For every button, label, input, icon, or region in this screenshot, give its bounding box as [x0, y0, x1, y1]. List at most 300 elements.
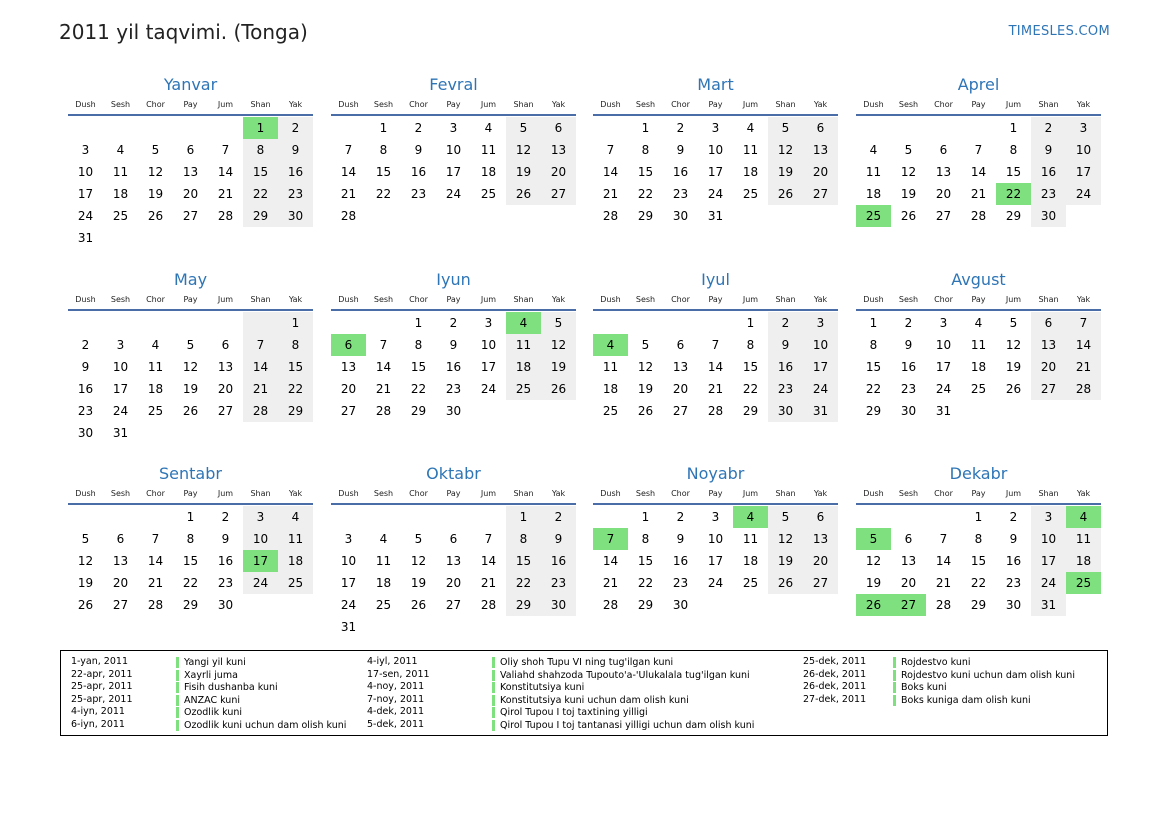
day-cell: 22: [742, 382, 759, 396]
empty-cell: [68, 312, 103, 334]
day-cell: 23: [1031, 183, 1066, 205]
day-cell: 10: [1066, 139, 1101, 161]
month-iyul: [593, 269, 838, 422]
holiday-date: 4-noy, 2011: [367, 681, 425, 692]
day-cell: 25: [602, 404, 619, 418]
day-cell: 27: [541, 183, 576, 205]
weekday-label: Shan: [513, 100, 534, 109]
header-rule: [856, 503, 1101, 505]
empty-cell: [103, 506, 138, 528]
day-cell: 5: [768, 506, 803, 528]
empty-cell: [401, 506, 436, 528]
day-cell: 15: [182, 554, 199, 568]
day-cell: 14: [935, 554, 952, 568]
day-cell: 15: [637, 165, 654, 179]
empty-cell: [856, 117, 891, 139]
holiday-day: 6: [331, 334, 366, 356]
weekday-label: Jum: [480, 100, 497, 109]
day-cell: 15: [970, 554, 987, 568]
day-cell: 20: [445, 576, 462, 590]
day-cell: 3: [344, 532, 353, 546]
day-cell: 24: [707, 576, 724, 590]
empty-cell: [138, 506, 173, 528]
day-cell: 27: [803, 572, 838, 594]
day-cell: 16: [672, 554, 689, 568]
day-cell: 29: [182, 598, 199, 612]
day-cell: 26: [637, 404, 654, 418]
weekday-label: Dush: [600, 489, 621, 498]
day-cell: 11: [147, 360, 164, 374]
day-cell: 26: [900, 209, 917, 223]
day-grid: [331, 506, 576, 638]
day-cell: 22: [637, 576, 654, 590]
day-cell: 29: [1005, 209, 1022, 223]
day-cell: 11: [112, 165, 129, 179]
day-cell: 28: [147, 598, 164, 612]
day-cell: 20: [340, 382, 357, 396]
empty-cell: [173, 117, 208, 139]
day-cell: 14: [707, 360, 724, 374]
weekday-header: [68, 291, 313, 309]
day-cell: 21: [217, 187, 234, 201]
day-cell: 2: [904, 316, 913, 330]
empty-cell: [208, 312, 243, 334]
page-title: 2011 yil taqvimi. (Tonga): [59, 20, 308, 44]
weekday-label: Shan: [1038, 489, 1059, 498]
day-cell: 26: [410, 598, 427, 612]
day-cell: 25: [147, 404, 164, 418]
day-cell: 18: [970, 360, 987, 374]
empty-cell: [663, 312, 698, 334]
weekday-label: Sesh: [373, 489, 394, 498]
day-cell: 11: [970, 338, 987, 352]
weekday-label: Jum: [217, 489, 234, 498]
day-cell: 30: [445, 404, 462, 418]
day-cell: 21: [340, 187, 357, 201]
day-grid: [331, 117, 576, 227]
day-cell: 12: [541, 334, 576, 356]
holiday-date: 27-dek, 2011: [803, 693, 867, 705]
day-cell: 8: [746, 338, 755, 352]
day-cell: 16: [1031, 161, 1066, 183]
holiday-name: Fisih dushanba kuni: [176, 682, 278, 693]
weekday-label: Yak: [1076, 100, 1091, 109]
weekday-label: Dush: [863, 100, 884, 109]
day-cell: 22: [637, 187, 654, 201]
day-cell: 3: [243, 506, 278, 528]
weekday-label: Yak: [813, 489, 828, 498]
month-name: Iyun: [436, 270, 471, 289]
empty-cell: [243, 312, 278, 334]
day-cell: 4: [151, 338, 160, 352]
weekday-header: [331, 96, 576, 114]
day-grid: [593, 506, 838, 616]
day-cell: 24: [77, 209, 94, 223]
day-cell: 9: [1009, 532, 1018, 546]
weekday-label: Pay: [971, 295, 986, 304]
weekday-label: Yak: [551, 295, 566, 304]
day-grid: [331, 312, 576, 422]
day-cell: 10: [935, 338, 952, 352]
day-cell: 9: [541, 528, 576, 550]
day-cell: 6: [449, 532, 458, 546]
day-cell: 19: [768, 161, 803, 183]
day-cell: 24: [803, 378, 838, 400]
day-cell: 1: [278, 312, 313, 334]
day-cell: 9: [676, 143, 685, 157]
holiday-day: 17: [243, 550, 278, 572]
day-cell: 5: [641, 338, 650, 352]
day-cell: 27: [803, 183, 838, 205]
empty-cell: [173, 312, 208, 334]
holiday-name: Yangi yil kuni: [176, 657, 246, 668]
day-cell: 2: [414, 121, 423, 135]
day-cell: 30: [541, 594, 576, 616]
day-cell: 6: [541, 117, 576, 139]
day-cell: 13: [803, 139, 838, 161]
empty-cell: [628, 312, 663, 334]
day-cell: 3: [116, 338, 125, 352]
day-cell: 17: [77, 187, 94, 201]
month-name: Yanvar: [163, 75, 218, 94]
day-cell: 24: [480, 382, 497, 396]
day-cell: 2: [221, 510, 230, 524]
weekday-label: Chor: [146, 100, 165, 109]
holiday-date: 4-iyn, 2011: [71, 706, 125, 717]
month-name: Sentabr: [159, 464, 222, 483]
day-cell: 9: [278, 139, 313, 161]
day-cell: 7: [711, 338, 720, 352]
day-cell: 20: [1031, 356, 1066, 378]
header-rule: [68, 503, 313, 505]
month-sentabr: [68, 463, 313, 616]
day-cell: 10: [1031, 528, 1066, 550]
day-cell: 10: [340, 554, 357, 568]
day-cell: 23: [278, 183, 313, 205]
day-cell: 10: [112, 360, 129, 374]
day-cell: 9: [1031, 139, 1066, 161]
day-cell: 1: [974, 510, 983, 524]
day-cell: 14: [602, 165, 619, 179]
month-aprel: [856, 74, 1101, 227]
day-cell: 12: [768, 528, 803, 550]
empty-cell: [331, 506, 366, 528]
weekday-label: Pay: [183, 100, 198, 109]
day-cell: 8: [641, 143, 650, 157]
day-cell: 4: [484, 121, 493, 135]
day-cell: 15: [506, 550, 541, 572]
weekday-label: Shan: [513, 489, 534, 498]
day-cell: 12: [768, 139, 803, 161]
weekday-label: Dush: [600, 295, 621, 304]
holiday-day: 22: [996, 183, 1031, 205]
weekday-label: Yak: [288, 489, 303, 498]
holiday-name: Valiahd shahzoda Tupouto'a-'Ulukalala tug'ilgan kuni: [492, 670, 750, 681]
month-may: [68, 269, 313, 444]
empty-cell: [208, 117, 243, 139]
day-cell: 17: [1066, 161, 1101, 183]
day-cell: 8: [414, 338, 423, 352]
day-cell: 9: [221, 532, 230, 546]
empty-cell: [856, 506, 891, 528]
day-cell: 28: [1066, 378, 1101, 400]
day-cell: 13: [672, 360, 689, 374]
day-cell: 19: [410, 576, 427, 590]
day-cell: 11: [742, 143, 759, 157]
day-cell: 19: [541, 356, 576, 378]
day-cell: 8: [243, 139, 278, 161]
weekday-label: Chor: [146, 295, 165, 304]
day-cell: 29: [970, 598, 987, 612]
month-fevral: [331, 74, 576, 227]
day-cell: 19: [865, 576, 882, 590]
day-cell: 9: [414, 143, 423, 157]
weekday-label: Dush: [75, 489, 96, 498]
weekday-label: Yak: [551, 100, 566, 109]
day-cell: 18: [506, 356, 541, 378]
day-cell: 28: [243, 400, 278, 422]
holiday-day: 4: [593, 334, 628, 356]
day-cell: 23: [541, 572, 576, 594]
day-cell: 29: [243, 205, 278, 227]
day-cell: 20: [217, 382, 234, 396]
day-cell: 26: [541, 378, 576, 400]
weekday-label: Jum: [742, 295, 759, 304]
day-cell: 17: [935, 360, 952, 374]
day-cell: 19: [506, 161, 541, 183]
header-rule: [593, 114, 838, 116]
weekday-label: Pay: [708, 489, 723, 498]
day-cell: 29: [637, 598, 654, 612]
weekday-label: Yak: [288, 295, 303, 304]
day-cell: 23: [900, 382, 917, 396]
month-name: Noyabr: [686, 464, 745, 483]
day-cell: 28: [970, 209, 987, 223]
day-cell: 5: [768, 117, 803, 139]
weekday-label: Sesh: [635, 100, 656, 109]
weekday-label: Chor: [671, 100, 690, 109]
day-cell: 19: [637, 382, 654, 396]
day-cell: 14: [375, 360, 392, 374]
site-link[interactable]: TIMESLES.COM: [1008, 24, 1110, 39]
holiday-day: 5: [856, 528, 891, 550]
day-cell: 13: [935, 165, 952, 179]
day-cell: 31: [707, 209, 724, 223]
day-cell: 2: [541, 506, 576, 528]
day-cell: 16: [217, 554, 234, 568]
day-cell: 24: [112, 404, 129, 418]
day-cell: 18: [480, 165, 497, 179]
day-cell: 27: [445, 598, 462, 612]
day-cell: 4: [746, 121, 755, 135]
weekday-header: [593, 485, 838, 503]
holiday-date: 7-noy, 2011: [367, 693, 425, 705]
weekday-label: Dush: [338, 489, 359, 498]
holiday-date: 5-dek, 2011: [367, 718, 425, 730]
day-cell: 28: [340, 209, 357, 223]
day-cell: 25: [742, 187, 759, 201]
day-cell: 22: [182, 576, 199, 590]
weekday-label: Sesh: [110, 100, 131, 109]
holiday-name: Ozodlik kuni uchun dam olish kuni: [176, 720, 346, 731]
day-cell: 5: [904, 143, 913, 157]
day-cell: 20: [672, 382, 689, 396]
day-cell: 21: [243, 378, 278, 400]
empty-cell: [366, 312, 401, 334]
day-cell: 26: [147, 209, 164, 223]
day-cell: 10: [445, 143, 462, 157]
day-cell: 21: [935, 576, 952, 590]
weekday-label: Pay: [971, 100, 986, 109]
holiday-date: 25-apr, 2011: [71, 693, 133, 705]
day-cell: 31: [77, 231, 94, 245]
day-cell: 1: [746, 316, 755, 330]
day-cell: 13: [900, 554, 917, 568]
day-cell: 30: [768, 400, 803, 422]
empty-cell: [593, 506, 628, 528]
weekday-label: Shan: [513, 295, 534, 304]
day-cell: 14: [970, 165, 987, 179]
day-cell: 25: [742, 576, 759, 590]
day-cell: 5: [81, 532, 90, 546]
header-rule: [856, 114, 1101, 116]
day-cell: 10: [707, 143, 724, 157]
day-cell: 12: [410, 554, 427, 568]
month-name: Fevral: [429, 75, 478, 94]
day-cell: 28: [217, 209, 234, 223]
month-dekabr: [856, 463, 1101, 616]
day-cell: 23: [672, 576, 689, 590]
day-cell: 13: [1031, 334, 1066, 356]
weekday-label: Sesh: [898, 100, 919, 109]
month-name: Oktabr: [426, 464, 481, 483]
day-cell: 12: [147, 165, 164, 179]
weekday-label: Yak: [551, 489, 566, 498]
day-cell: 13: [182, 165, 199, 179]
empty-cell: [926, 506, 961, 528]
day-cell: 18: [112, 187, 129, 201]
weekday-header: [68, 96, 313, 114]
day-cell: 22: [278, 378, 313, 400]
day-cell: 16: [672, 165, 689, 179]
day-cell: 8: [379, 143, 388, 157]
holiday-name: Xayrli juma: [176, 670, 238, 681]
day-cell: 20: [935, 187, 952, 201]
day-cell: 31: [1031, 594, 1066, 616]
day-cell: 31: [340, 620, 357, 634]
day-cell: 3: [484, 316, 493, 330]
empty-cell: [103, 117, 138, 139]
weekday-label: Pay: [183, 295, 198, 304]
day-cell: 12: [1005, 338, 1022, 352]
day-cell: 19: [768, 550, 803, 572]
day-cell: 9: [449, 338, 458, 352]
day-cell: 20: [900, 576, 917, 590]
day-cell: 10: [707, 532, 724, 546]
day-cell: 27: [217, 404, 234, 418]
weekday-label: Shan: [775, 295, 796, 304]
empty-cell: [593, 117, 628, 139]
day-cell: 24: [707, 187, 724, 201]
month-yanvar: [68, 74, 313, 249]
day-cell: 27: [182, 209, 199, 223]
day-cell: 9: [904, 338, 913, 352]
weekday-label: Sesh: [635, 489, 656, 498]
day-cell: 30: [1031, 205, 1066, 227]
day-cell: 30: [672, 598, 689, 612]
day-cell: 16: [900, 360, 917, 374]
day-cell: 17: [1031, 550, 1066, 572]
day-cell: 24: [1031, 572, 1066, 594]
day-cell: 6: [1031, 312, 1066, 334]
day-cell: 30: [217, 598, 234, 612]
day-cell: 7: [243, 334, 278, 356]
day-cell: 9: [768, 334, 803, 356]
weekday-header: [331, 485, 576, 503]
day-cell: 3: [81, 143, 90, 157]
day-cell: 14: [147, 554, 164, 568]
day-cell: 23: [1005, 576, 1022, 590]
header-rule: [856, 309, 1101, 311]
day-cell: 21: [1066, 356, 1101, 378]
day-cell: 7: [379, 338, 388, 352]
month-mart: [593, 74, 838, 227]
weekday-label: Chor: [934, 100, 953, 109]
day-grid: [68, 117, 313, 249]
day-cell: 29: [278, 400, 313, 422]
holiday-name: Qirol Tupou I toj taxtining yilligi: [492, 707, 648, 718]
weekday-label: Chor: [409, 295, 428, 304]
empty-cell: [891, 506, 926, 528]
day-cell: 18: [865, 187, 882, 201]
day-cell: 7: [939, 532, 948, 546]
day-cell: 24: [1066, 183, 1101, 205]
empty-cell: [68, 506, 103, 528]
day-cell: 14: [602, 554, 619, 568]
holiday-name: Rojdestvo kuni uchun dam olish kuni: [893, 670, 1075, 681]
day-cell: 28: [602, 598, 619, 612]
day-cell: 13: [803, 528, 838, 550]
day-cell: 16: [1005, 554, 1022, 568]
day-cell: 19: [900, 187, 917, 201]
day-cell: 3: [449, 121, 458, 135]
day-cell: 1: [186, 510, 195, 524]
day-cell: 9: [81, 360, 90, 374]
day-cell: 1: [379, 121, 388, 135]
holiday-date: 4-dek, 2011: [367, 706, 425, 717]
header-rule: [68, 309, 313, 311]
day-cell: 17: [445, 165, 462, 179]
day-cell: 25: [375, 598, 392, 612]
empty-cell: [471, 506, 506, 528]
day-cell: 11: [602, 360, 619, 374]
weekday-label: Dush: [863, 295, 884, 304]
month-name: May: [173, 270, 208, 289]
day-cell: 8: [641, 532, 650, 546]
holiday-date: 25-dek, 2011: [803, 656, 867, 667]
day-cell: 13: [541, 139, 576, 161]
day-cell: 22: [410, 382, 427, 396]
day-cell: 21: [970, 187, 987, 201]
day-cell: 17: [707, 554, 724, 568]
day-cell: 4: [278, 506, 313, 528]
weekday-label: Jum: [742, 489, 759, 498]
day-cell: 7: [344, 143, 353, 157]
weekday-header: [593, 291, 838, 309]
weekday-label: Jum: [480, 295, 497, 304]
day-cell: 21: [480, 576, 497, 590]
day-cell: 15: [243, 161, 278, 183]
